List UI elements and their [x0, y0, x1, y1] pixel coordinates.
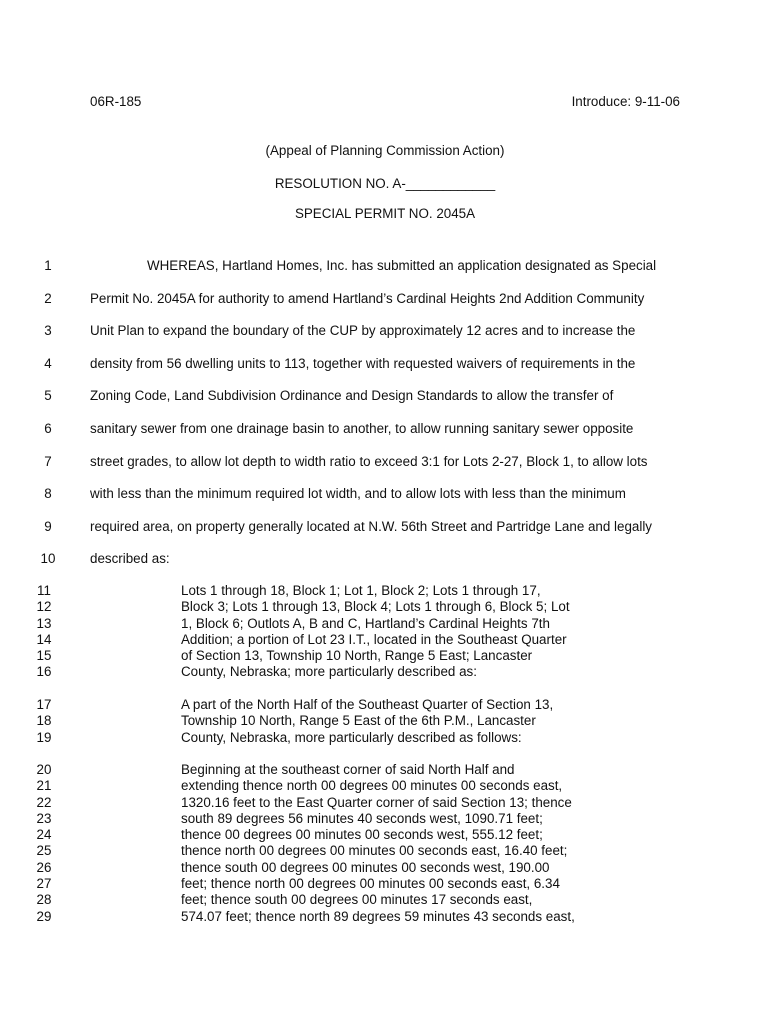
- line-text: thence south 00 degrees 00 minutes 00 seconds west, 190.00: [181, 859, 550, 875]
- body-line: [0, 421, 770, 439]
- block-line: [0, 713, 770, 729]
- block-line: [0, 811, 770, 827]
- block-line: [0, 632, 770, 648]
- block-line: [0, 876, 770, 892]
- line-text: feet; thence north 00 degrees 00 minutes 00 seconds east, 6.34: [181, 876, 560, 892]
- line-number: 1: [44, 258, 52, 273]
- resolution-heading: RESOLUTION NO. A-____________: [274, 176, 496, 191]
- line-text: Addition; a portion of Lot 23 I.T., located in the Southeast Quarter: [181, 631, 567, 647]
- line-text: Unit Plan to expand the boundary of the CUP by approximately 12 acres and to increase the: [90, 323, 636, 339]
- body-line: [0, 388, 770, 406]
- line-number: 27: [36, 876, 52, 892]
- line-text: described as:: [90, 551, 170, 567]
- line-number: 9: [44, 518, 52, 534]
- line-text: WHEREAS, Hartland Homes, Inc. has submitted an application designated as Special: [147, 258, 657, 273]
- line-text: thence 00 degrees 00 minutes 00 seconds west, 555.12 feet;: [181, 827, 543, 843]
- line-text: with less than the minimum required lot width, and to allow lots with less than the minimum: [90, 486, 626, 502]
- line-text: 574.07 feet; thence north 89 degrees 59 minutes 43 seconds east,: [181, 908, 575, 924]
- legal-description-block: [0, 583, 770, 681]
- line-number: 14: [36, 631, 52, 647]
- legal-description-block: [0, 762, 770, 925]
- line-number: 26: [36, 859, 52, 875]
- block-line: [0, 762, 770, 778]
- line-text: A part of the North Half of the Southeast Quarter of Section 13,: [181, 697, 554, 712]
- line-text: Beginning at the southeast corner of said North Half and: [181, 762, 515, 777]
- line-number: 29: [36, 908, 52, 924]
- appeal-heading: (Appeal of Planning Commission Action): [265, 143, 505, 158]
- body-line: [0, 519, 770, 537]
- line-number: 25: [36, 843, 52, 859]
- line-text: south 89 degrees 56 minutes 40 seconds west, 1090.71 feet;: [181, 810, 543, 826]
- body-line: [0, 356, 770, 374]
- line-number: 2: [44, 290, 52, 306]
- block-line: [0, 648, 770, 664]
- line-number: 22: [36, 794, 52, 810]
- line-number: 12: [36, 599, 52, 615]
- block-line: [0, 599, 770, 615]
- line-text: Block 3; Lots 1 through 13, Block 4; Lots 1 through 6, Block 5; Lot: [181, 599, 570, 615]
- line-number: 5: [44, 388, 52, 404]
- block-line: [0, 827, 770, 843]
- line-number: 20: [36, 762, 52, 777]
- line-number: 11: [37, 583, 51, 598]
- block-line: [0, 616, 770, 632]
- block-line: [0, 795, 770, 811]
- line-number: 8: [44, 486, 52, 502]
- line-text: Permit No. 2045A for authority to amend Hartland’s Cardinal Heights 2nd Addition Community: [90, 290, 645, 306]
- line-text: thence north 00 degrees 00 minutes 00 seconds east, 16.40 feet;: [181, 843, 568, 859]
- block-line: [0, 909, 770, 925]
- line-number: 15: [36, 648, 52, 664]
- line-text: Lots 1 through 18, Block 1; Lot 1, Block 2; Lots 1 through 17,: [181, 583, 541, 598]
- line-number: 21: [36, 778, 52, 794]
- permit-heading: SPECIAL PERMIT NO. 2045A: [294, 206, 476, 221]
- document-id: 06R-185: [90, 94, 142, 109]
- line-number: 4: [44, 355, 52, 371]
- line-number: 10: [40, 551, 56, 567]
- legal-description-block: [0, 697, 770, 746]
- body-line: [0, 323, 770, 341]
- line-text: County, Nebraska, more particularly described as follows:: [181, 729, 522, 745]
- line-text: Zoning Code, Land Subdivision Ordinance and Design Standards to allow the transfer of: [90, 388, 614, 404]
- line-text: feet; thence south 00 degrees 00 minutes 17 seconds east,: [181, 892, 533, 908]
- block-line: [0, 860, 770, 876]
- line-text: 1320.16 feet to the East Quarter corner of said Section 13; thence: [181, 794, 572, 810]
- body-line: [0, 486, 770, 504]
- line-text: sanitary sewer from one drainage basin to another, to allow running sanitary sewer opposite: [90, 421, 634, 436]
- line-number: 19: [36, 729, 52, 745]
- body-line: [0, 291, 770, 309]
- line-text: County, Nebraska; more particularly described as:: [181, 664, 477, 680]
- line-text: extending thence north 00 degrees 00 minutes 00 seconds east,: [181, 778, 563, 794]
- line-text: required area, on property generally located at N.W. 56th Street and Partridge Lane and legally: [90, 518, 653, 534]
- line-number: 6: [44, 421, 52, 436]
- introduce-date: Introduce: 9-11-06: [571, 94, 680, 109]
- body-line: [0, 258, 770, 276]
- line-number: 23: [36, 810, 52, 826]
- line-number: 18: [36, 713, 52, 729]
- body-line: [0, 551, 770, 569]
- line-number: 7: [44, 453, 52, 469]
- block-line: [0, 778, 770, 794]
- block-line: [0, 843, 770, 859]
- line-text: street grades, to allow lot depth to width ratio to exceed 3:1 for Lots 2-27, Block 1, to allow lots: [90, 453, 648, 469]
- line-text: of Section 13, Township 10 North, Range 5 East; Lancaster: [181, 648, 533, 664]
- block-line: [0, 730, 770, 746]
- line-number: 3: [44, 323, 52, 339]
- line-text: Township 10 North, Range 5 East of the 6th P.M., Lancaster: [181, 713, 536, 729]
- line-number: 24: [36, 827, 52, 843]
- line-number: 17: [36, 697, 52, 712]
- line-number: 13: [36, 615, 52, 631]
- body-line: [0, 454, 770, 472]
- line-number: 28: [36, 892, 52, 908]
- block-line: [0, 664, 770, 680]
- line-number: 16: [36, 664, 52, 680]
- line-text: 1, Block 6; Outlots A, B and C, Hartland’s Cardinal Heights 7th: [181, 615, 550, 631]
- block-line: [0, 697, 770, 713]
- line-text: density from 56 dwelling units to 113, together with requested waivers of requirements in the: [90, 355, 636, 371]
- block-line: [0, 892, 770, 908]
- block-line: [0, 583, 770, 599]
